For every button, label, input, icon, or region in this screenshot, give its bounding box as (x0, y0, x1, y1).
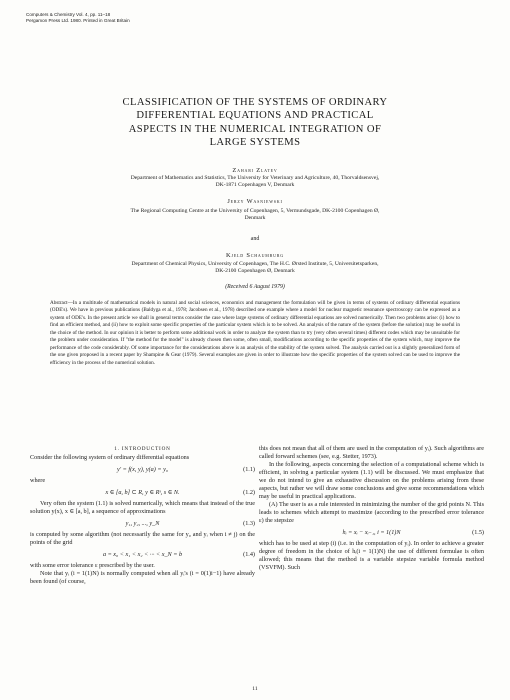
equation-number: (1.2) (243, 488, 255, 496)
section-heading: 1. INTRODUCTION (114, 446, 171, 452)
journal-header (26, 12, 130, 24)
publisher-line: Pergamon Press Ltd. 1980. Printed in Great Britain (26, 18, 130, 23)
equation (30, 462, 255, 477)
body-paragraph: this does not mean that all of them are used in the computation of yᵢ). Such algorithms are called forward schemes (see, e.g. Stetter, 1973). (259, 445, 484, 460)
equation (30, 516, 255, 531)
author-affiliation (52, 261, 458, 276)
body-paragraph: Very often the system (1.1) is solved numerically, which means that instead of the true solution y(x), x ∈ [a, b], a sequence of approximations (30, 500, 255, 515)
equation-body: x ∈ [a, b] ⊂ R, y ∈ Rˢ, s ∈ N. (105, 488, 180, 496)
author-name: Zahari Zlatev (232, 167, 278, 174)
affiliation-line: DK-1871 Copenhagen V, Denmark (215, 182, 295, 189)
abstract (50, 300, 460, 367)
title-line-4: LARGE SYSTEMS (209, 137, 301, 149)
body-paragraph: is computed by some algorithm (not necessarily the same for y₀ and yᵢ when i ≠ j) on the points of the grid (30, 531, 255, 546)
body-paragraph: Note that yᵢ (i = 1(1)N) is normally computed when all yᵢ's (i = 0(1)i−1) have already been found (of course, (30, 570, 255, 585)
right-column (259, 445, 484, 572)
body-paragraph: where (30, 477, 46, 484)
equation (30, 485, 255, 500)
journal-line: Computers & Chemistry Vol. 4, pp. 11–18 (26, 12, 111, 17)
affiliation-line: The Regional Computing Centre at the University of Copenhagen, 5, Vermundsgade, DK-2100 Copenhagen Ø, (130, 208, 380, 214)
affiliation-line: Department of Mathematics and Statistics, The University for Veterinary and Agriculture, 40, Thorvaldsensvej, (130, 175, 380, 181)
affiliation-line: Denmark (244, 215, 266, 222)
equation-body: a = x₀ < x₁ < x₂ < ··· < x_N = b (102, 550, 183, 558)
body-paragraph: which has to be used at step (i) (i.e. in the computation of yᵢ). In order to achieve a greater degree of freedom in the choice of hᵢ(i = 1(1)N) the use of different formulae is often allowed; this means that the method is a variable stepsize variable formula method (VSVFM). Such (259, 540, 484, 571)
equation (30, 547, 255, 562)
title-line-3: ASPECTS IN THE NUMERICAL INTEGRATION OF (128, 123, 382, 135)
left-column (30, 445, 255, 586)
equation-number: (1.5) (472, 528, 484, 536)
equation-number: (1.1) (243, 465, 255, 473)
affiliation-line: Department of Chemical Physics, University of Copenhagen, The H.C. Ørsted Institute, 5, Universitetsparken, (131, 261, 379, 267)
author-affiliation (52, 175, 458, 190)
received-date: (Received 6 August 1979) (225, 284, 285, 290)
equation-number: (1.4) (243, 550, 255, 558)
title-line-1: CLASSIFICATION OF THE SYSTEMS OF ORDINARY (122, 97, 388, 108)
equation (259, 525, 484, 540)
author-name: Kjeld Schaumburg (226, 252, 284, 259)
affiliation-line: DK-2100 Copenhagen Ø, Denmark (215, 268, 295, 275)
abstract-text: —In a multitude of mathematical models in natural and social sciences, economics and management the formulation will be given in terms of systems of ordinary differential equations (ODE's). We have in previous publications (Baldyga et al., 1978; Jacobsen et al., 1978) described one example where a model for nuclear magnetic resonance spectroscopy can be expressed as a system of ODE's. In the present article we shall in general terms consider the case where large systems of ordinary differential equations are solved numerically. Then two problems arise: (i) how to find an efficient method, and (ii) how to exploit some specific properties of the particular system which is to be solved. An analysis of the nature of the system (before the solution) may be useful in the choice of the method. In our opinion it is better to perform some additional work in order to analyze the system than to try (very often several times) different codes which may be unsuitable for the problem under consideration. If "the method for the model" is already chosen then some, often small, modifications according to the specific properties of the system which, may improve the performance of the code considerably. Of some importance for the considerations above is an analysis of the stability of the system solved. The analysis carried out is a slightly generalized form of the one given proposed in a recent paper by Shampine & Gear (1979). Several examples are given in order to illustrate how the specific properties of the system solved can be used to improve the efficiency in the process of the numerical solution. (50, 300, 460, 366)
body-paragraph: In the following, aspects concerning the selection of a computational scheme which is efficient, in solving a particular system (1.1) will be discussed. We must emphasize that we do not intend to give an exhaustive discussion on the problems arising from these aspects, but rather we will draw some conclusions and give some recommendations which may be useful in practical applications. (259, 461, 484, 500)
equation-number: (1.3) (243, 519, 255, 527)
body-paragraph: Consider the following system of ordinary differential equations (30, 454, 190, 461)
equation-body: y₁, y₂, ..., y_N (125, 519, 160, 527)
and-separator: and (250, 236, 260, 242)
page-number: 11 (252, 686, 258, 692)
title-line-2: DIFFERENTIAL EQUATIONS AND PRACTICAL (136, 110, 374, 122)
equation-body: y′ = f(x, y), y(a) = y₀ (116, 465, 169, 473)
paper-title (60, 96, 450, 150)
body-paragraph: (A) The user is as a rule interested in minimizing the number of the grid points N. This leads to schemes which attempt to maximize (according to the prescribed error tolerance ε) the stepsize (259, 501, 484, 524)
body-paragraph: with some error tolerance ε prescribed by the user. (30, 562, 155, 569)
abstract-label: Abstract (50, 300, 68, 306)
author-name: Jerzy Wasniewski (227, 198, 283, 205)
equation-body: hᵢ = xᵢ − xᵢ₋₁, i = 1(1)N (342, 528, 401, 536)
author-affiliation (52, 208, 458, 223)
